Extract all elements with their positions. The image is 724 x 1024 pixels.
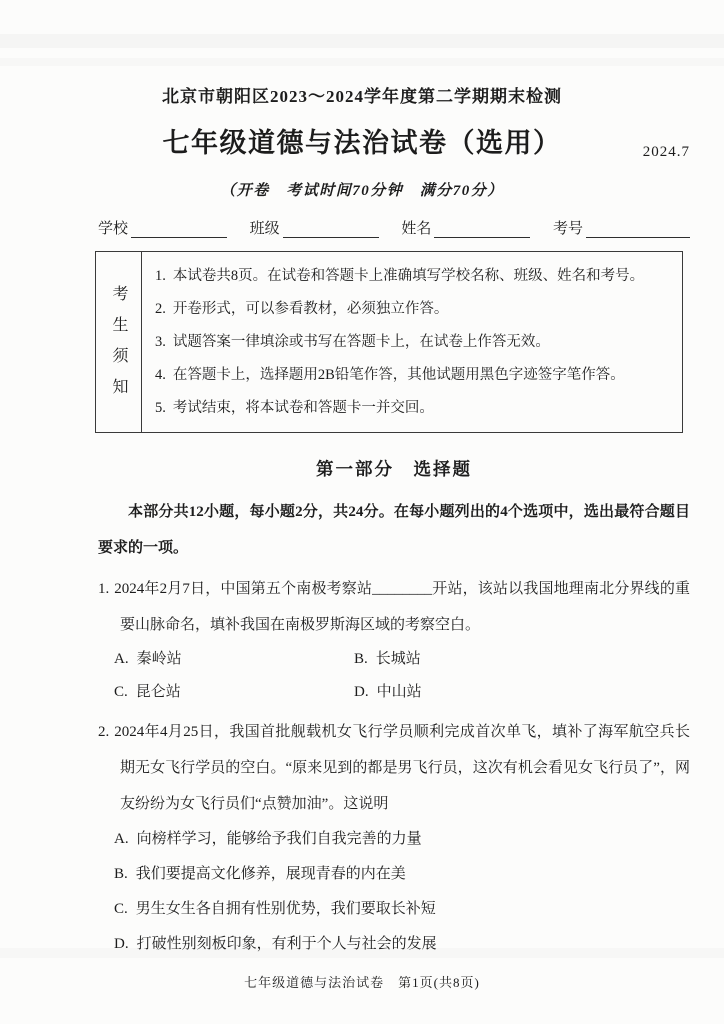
option-key: C. xyxy=(114,900,128,917)
notice-item-text: 开卷形式，可以参看教材，必须独立作答。 xyxy=(172,300,449,317)
field-label: 考号 xyxy=(552,221,583,237)
notice-item-text: 本试卷共8页。在试卷和答题卡上准确填写学校名称、班级、姓名和考号。 xyxy=(172,268,645,284)
options xyxy=(98,822,690,962)
option-key: B. xyxy=(114,865,128,882)
question-text: 2024年2月7日，中国第五个南极考察站________开站，该站以我国地理南北分界线的重要山脉命名，填补我国在南极罗斯海区域的考察空白。 xyxy=(114,580,690,633)
question-number: 1. xyxy=(98,580,110,597)
option-key: A. xyxy=(114,650,129,667)
questions-container xyxy=(98,571,690,962)
option xyxy=(114,643,354,676)
paper-title: 七年级道德与法治试卷（选用） xyxy=(162,128,562,158)
session-title: 北京市朝阳区2023～2024学年度第二学期期末检测 xyxy=(162,87,562,106)
exam-info: （开卷 考试时间70分钟 满分70分） xyxy=(220,183,504,199)
question xyxy=(98,714,690,962)
question xyxy=(98,571,690,709)
question-text-line xyxy=(98,714,690,822)
option-text: 打破性别刻板印象，有利于个人与社会的发展 xyxy=(136,935,437,952)
option-key: B. xyxy=(354,650,368,667)
student-field xyxy=(98,217,227,238)
option-text: 中山站 xyxy=(376,683,422,700)
question-number: 2. xyxy=(98,723,110,740)
field-label: 姓名 xyxy=(401,221,432,237)
notice-item xyxy=(155,395,674,423)
field-blank-line xyxy=(434,220,530,238)
notice-item xyxy=(155,329,674,357)
student-field xyxy=(553,217,690,238)
option xyxy=(354,676,422,709)
option-key: D. xyxy=(354,683,369,700)
notice-list xyxy=(142,252,682,432)
notice-item-number: 2. xyxy=(155,300,166,317)
field-label: 学校 xyxy=(98,221,129,237)
options xyxy=(98,643,690,709)
option-key: D. xyxy=(114,935,129,952)
section-heading: 第一部分 选择题 xyxy=(316,458,472,479)
page-header xyxy=(0,0,724,200)
option xyxy=(114,892,690,927)
field-label: 班级 xyxy=(249,221,280,237)
student-field xyxy=(401,217,530,238)
option xyxy=(114,822,690,857)
notice-box xyxy=(95,251,683,433)
title-row xyxy=(0,121,724,163)
page-content xyxy=(0,217,724,962)
notice-side xyxy=(96,252,142,432)
option xyxy=(114,927,690,962)
notice-item-number: 5. xyxy=(155,399,166,416)
field-blank-line xyxy=(586,220,690,238)
notice-item-number: 3. xyxy=(155,333,166,350)
question-text-line xyxy=(98,571,690,643)
notice-item-text: 在答题卡上，选择题用2B铅笔作答，其他试题用黑色字迹签字笔作答。 xyxy=(172,366,625,383)
notice-item xyxy=(155,296,674,324)
question-text: 2024年4月25日，我国首批舰载机女飞行学员顺利完成首次单飞，填补了海军航空兵长期无女飞行学员的空白。“原来见到的都是男飞行员，这次有机会看见女飞行员了”，网友纷纷为女飞行员们“点赞加油”。这说明 xyxy=(114,723,690,812)
notice-side-label: 考生须知 xyxy=(110,284,127,409)
option-text: 我们要提高文化修养，展现青春的内在美 xyxy=(135,865,406,882)
option-key: C. xyxy=(114,683,128,700)
page-footer: 七年级道德与法治试卷 第1页(共8页) xyxy=(244,975,480,990)
notice-item xyxy=(155,362,674,390)
student-info-row xyxy=(98,217,690,238)
field-blank-line xyxy=(283,220,379,238)
option-text: 秦岭站 xyxy=(136,650,182,667)
exam-date: 2024.7 xyxy=(642,144,690,160)
section-intro: 本部分共12小题，每小题2分，共24分。在每小题列出的4个选项中，选出最符合题目要求的一项。 xyxy=(98,503,690,556)
notice-item xyxy=(155,263,674,291)
option xyxy=(114,676,354,709)
option-text: 向榜样学习，能够给予我们自我完善的力量 xyxy=(136,830,422,847)
field-blank-line xyxy=(131,220,227,238)
option-text: 昆仑站 xyxy=(135,683,181,700)
option xyxy=(354,643,422,676)
notice-item-text: 考试结束，将本试卷和答题卡一并交回。 xyxy=(172,399,434,416)
option-text: 长城站 xyxy=(375,650,421,667)
notice-item-number: 4. xyxy=(155,366,166,383)
notice-item-number: 1. xyxy=(155,268,166,284)
option-text: 男生女生各自拥有性别优势，我们要取长补短 xyxy=(135,900,436,917)
option xyxy=(114,857,690,892)
student-field xyxy=(250,217,379,238)
option-key: A. xyxy=(114,830,129,847)
notice-item-text: 试题答案一律填涂或书写在答题卡上，在试卷上作答无效。 xyxy=(172,333,550,350)
